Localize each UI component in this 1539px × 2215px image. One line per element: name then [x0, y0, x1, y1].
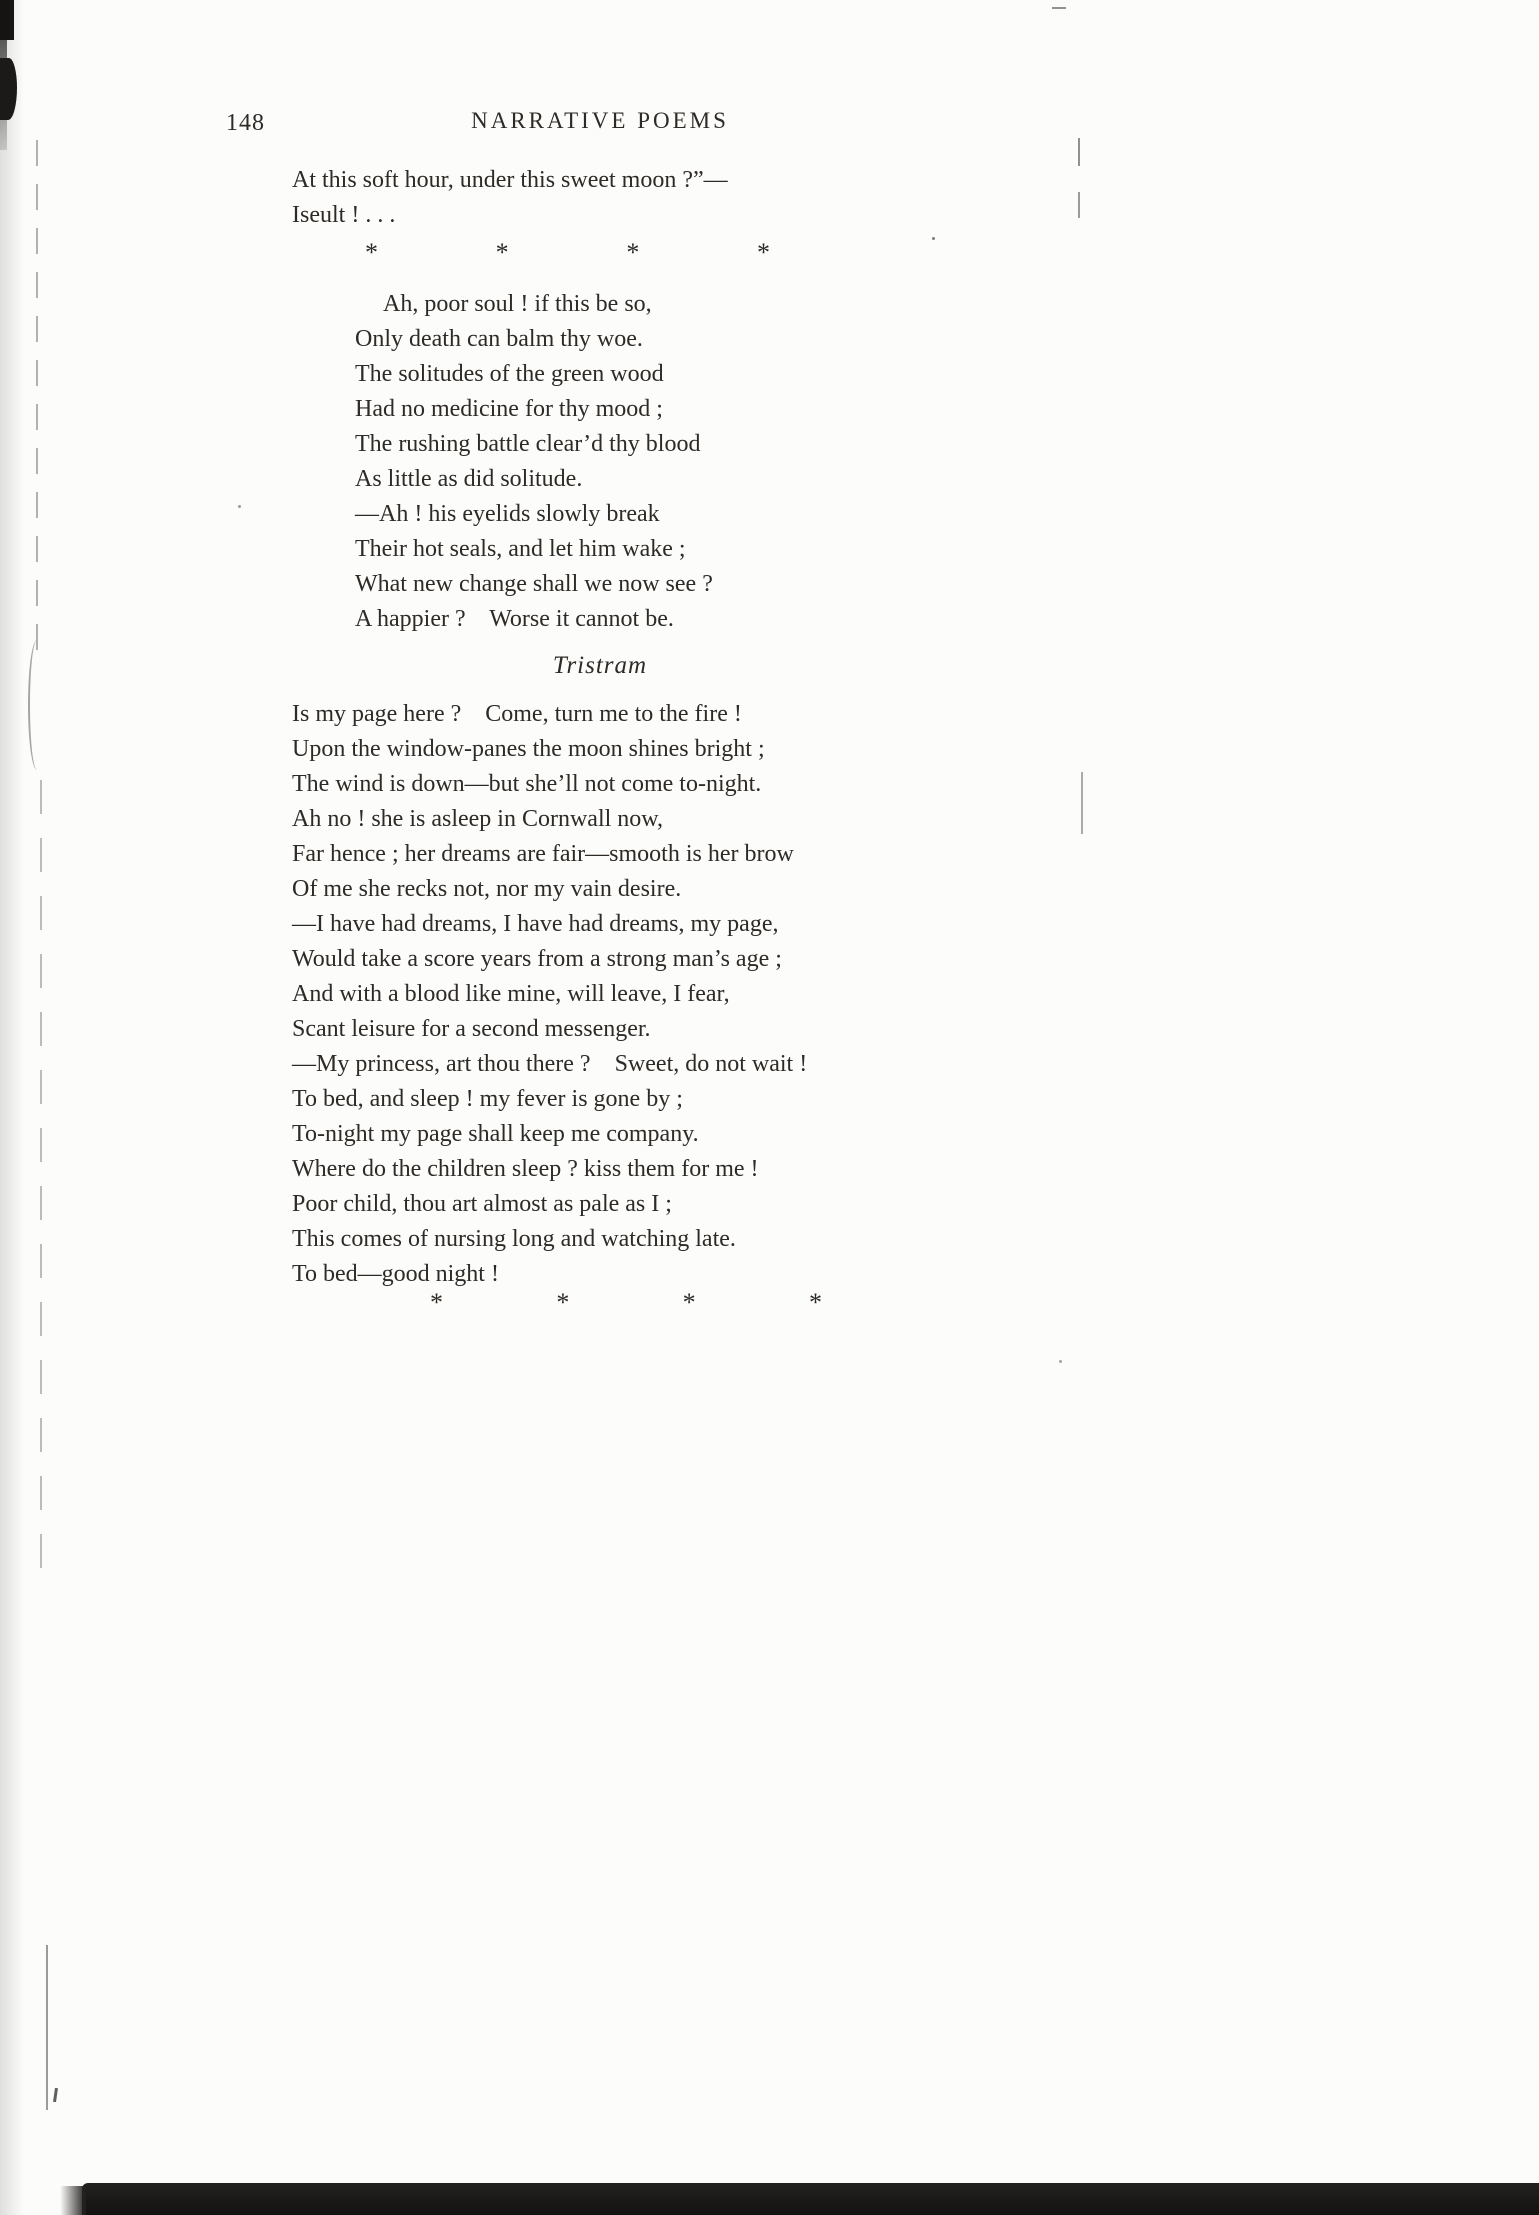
poem-line: The wind is down—but she’ll not come to-night.: [292, 771, 762, 797]
poem-line: —My princess, art thou there ? Sweet, do not wait !: [292, 1051, 808, 1077]
scan-top-dash: [1052, 7, 1066, 9]
poem-line: What new change shall we now see ?: [355, 571, 713, 597]
poem-line: —I have had dreams, I have had dreams, my page,: [292, 911, 779, 937]
scan-bottom-bar: [82, 2183, 1539, 2215]
scan-speck: [932, 237, 935, 240]
asterisk: *: [682, 1288, 696, 1317]
poem-line: Ah no ! she is asleep in Cornwall now,: [292, 806, 664, 832]
poem-line: A happier ? Worse it cannot be.: [355, 606, 674, 632]
asterisk: *: [626, 238, 640, 267]
scan-scratch-line: [46, 1945, 48, 2110]
scan-squiggle-mark: [53, 2088, 58, 2102]
poem-line: At this soft hour, under this sweet moon ?”—: [292, 167, 728, 193]
scan-right-edge-mark: [1081, 772, 1083, 834]
scan-scratch-line: [36, 140, 38, 650]
scan-edge-shadow: [0, 0, 30, 2215]
poem-line: To bed—good night !: [292, 1261, 499, 1287]
poem-line: To bed, and sleep ! my fever is gone by ;: [292, 1086, 683, 1112]
scan-scratch-curve: [28, 640, 46, 770]
asterisk: *: [808, 1288, 822, 1317]
poem-line: Far hence ; her dreams are fair—smooth is her brow: [292, 841, 794, 867]
poem-line: And with a blood like mine, will leave, I fear,: [292, 981, 730, 1007]
poem-line: Where do the children sleep ? kiss them for me !: [292, 1156, 759, 1182]
asterisk: *: [556, 1288, 570, 1317]
opening-stanza: [292, 163, 728, 233]
poem-line: Poor child, thou art almost as pale as I ;: [292, 1191, 672, 1217]
asterisk: *: [430, 1288, 443, 1317]
poem-line: Iseult ! . . .: [292, 202, 396, 228]
scan-bottom-bar-fade: [60, 2186, 86, 2215]
poem-line: Scant leisure for a second messenger.: [292, 1016, 651, 1042]
asterisk: *: [495, 238, 509, 267]
poem-line: The rushing battle clear’d thy blood: [355, 431, 701, 457]
main-stanza: [355, 287, 713, 637]
scan-ink-blob: [0, 58, 17, 120]
asterisk-separator-top: [365, 238, 770, 268]
poem-line: —Ah ! his eyelids slowly break: [355, 501, 660, 527]
scan-right-edge-mark: [1078, 192, 1080, 218]
poem-line: Had no medicine for thy mood ;: [355, 396, 663, 422]
poem-line: Would take a score years from a strong man’s age ;: [292, 946, 782, 972]
poem-line: Their hot seals, and let him wake ;: [355, 536, 686, 562]
tristram-speech: [292, 697, 807, 1292]
speaker-heading: Tristram: [552, 652, 648, 679]
poem-line: As little as did solitude.: [355, 466, 583, 492]
scan-scratch-line: [40, 780, 42, 1570]
running-header: NARRATIVE POEMS: [471, 108, 729, 133]
poem-line: Only death can balm thy woe.: [355, 326, 643, 352]
scan-speck: [1059, 1360, 1062, 1363]
poem-line: This comes of nursing long and watching late.: [292, 1226, 736, 1252]
poem-line: Of me she recks not, nor my vain desire.: [292, 876, 682, 902]
poem-line: To-night my page shall keep me company.: [292, 1121, 699, 1147]
asterisk: *: [365, 238, 378, 267]
asterisk: *: [756, 238, 770, 267]
poem-line: Upon the window-panes the moon shines bright ;: [292, 736, 765, 762]
asterisk-separator-bottom: [430, 1288, 822, 1318]
page-number: 148: [226, 110, 265, 136]
scan-right-edge-mark: [1078, 138, 1080, 166]
scan-corner-mark: [0, 0, 14, 40]
poem-line: The solitudes of the green wood: [355, 361, 664, 387]
scan-speck: [238, 505, 241, 508]
scan-corner-tail: [0, 0, 7, 150]
poem-line: Ah, poor soul ! if this be so,: [383, 291, 652, 317]
poem-line: Is my page here ? Come, turn me to the fire !: [292, 701, 742, 727]
